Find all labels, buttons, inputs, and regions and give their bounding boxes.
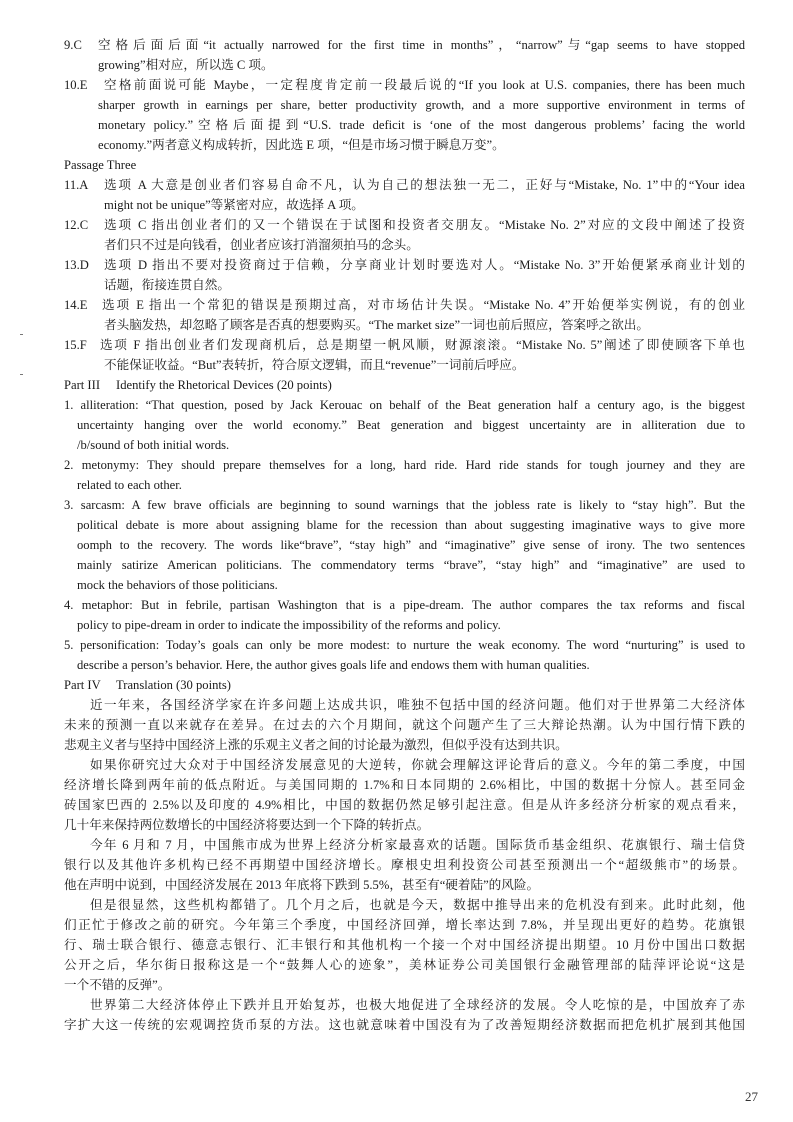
answer-text-line: 者们只不过是向钱看，创业者应该打消溜须拍马的念头。 bbox=[104, 238, 419, 252]
answer-label: 11.A bbox=[64, 178, 89, 192]
rhetoric-text-line: describe a person’s behavior. Here, the author gives goals life and endows them with human qualities. bbox=[77, 658, 590, 672]
rhetoric-text-line: oomph to the recovery. The words like“brave”, “stay high” and “imaginative” give sense of irony. The two sentences bbox=[77, 538, 745, 552]
translation-line: 如果你研究过大众对于中国经济发展意见的大逆转，你就会理解这评论背后的意义。今年的第二季度，中国 bbox=[90, 758, 745, 772]
translation-line: 字扩大这一传统的宏观调控货币泵的方法。这也就意味着中国没有为了改善短期经济数据而把危机扩展到其他国 bbox=[64, 1018, 745, 1032]
scan-speck bbox=[20, 374, 23, 375]
rhetoric-text-line: /b/sound of both initial words. bbox=[77, 438, 230, 452]
translation-line: 银行以及其他许多机构已经不再期望中国经济增长。摩根史坦利投资公司甚至预测出一个“超级熊市”的场景。 bbox=[64, 858, 745, 872]
translation-line: 他在声明中说到，中国经济发展在 2013 年底将下跌到 5.5%，甚至有“硬着陆”的风险。 bbox=[64, 878, 540, 892]
answer-text-line: 选项 D 指出不要对投资商过于信赖，分享商业计划时要选对人。“Mistake No. 3”开始便紧承商业计划的 bbox=[104, 258, 745, 272]
rhetoric-text-line: uncertainty hanging over the world economy.” Beat generation and biggest uncertainty are in alliteration due to bbox=[77, 418, 745, 432]
answer-text-line: might not be unique”等紧密对应，故选择 A 项。 bbox=[104, 198, 364, 212]
answer-text-line: 不能保证收益。“But”表转折，符合原文逻辑，而且“revenue”一词前后呼应。 bbox=[104, 358, 525, 372]
rhetoric-text-line: 2. metonymy: They should prepare themselves for a long, hard ride. Hard ride stands for tough journey and they are bbox=[64, 458, 745, 472]
rhetoric-text-line: 4. metaphor: But in febrile, partisan Washington that is a pipe-dream. The author compares the tax reforms and fiscal bbox=[64, 598, 745, 612]
answer-label: 14.E bbox=[64, 298, 88, 312]
translation-line: 经济增长降到两年前的低点附近。与美国同期的 1.7%和日本同期的 2.6%相比，中国的数据十分惊人。甚至同金 bbox=[64, 778, 745, 792]
scan-speck bbox=[20, 334, 23, 335]
translation-line: 一个不错的反弹”。 bbox=[64, 978, 171, 992]
translation-line: 世界第二大经济体停止下跌并且开始复苏，也极大地促进了全球经济的发展。令人吃惊的是，中国放弃了赤 bbox=[90, 998, 745, 1012]
rhetoric-text-line: policy to pipe-dream in order to indicate the impossibility of the reforms and policy. bbox=[77, 618, 501, 632]
translation-line: 行、瑞士联合银行、德意志银行、汇丰银行和其他机构一个接一个对中国经济提出期望。10 月份中国出口数据 bbox=[64, 938, 745, 952]
part4-label: Part IV bbox=[64, 678, 101, 692]
page-number: 27 bbox=[745, 1089, 758, 1104]
rhetoric-text-line: 1. alliteration: “That question, posed by Jack Kerouac on behalf of the Beat generation half a century ago, is the biggest bbox=[64, 398, 745, 412]
answer-label: 9.C bbox=[64, 38, 82, 52]
answer-label: 12.C bbox=[64, 218, 89, 232]
answer-text-line: sharper growth in earnings per share, better productivity growth, and a more supportive environment in terms of bbox=[98, 98, 745, 112]
answer-text-line: 选项 C 指出创业者们的又一个错误在于试图和投资者交朋友。“Mistake No. 2”对应的文段中阐述了投资 bbox=[104, 218, 745, 232]
translation-line: 未来的预测一直以来就存在差异。在过去的六个月期间，就这个问题产生了三大辩论热潮。认为中国行情下跌的 bbox=[64, 718, 745, 732]
answer-text-line: 选项 F 指出创业者们发现商机后，总是期望一帆风顺，财源滚滚。“Mistake No. 5”阐述了即使顾客下单也 bbox=[100, 338, 745, 352]
answer-text-line: 空格后面后面“it actually narrowed for the first time in months”，“narrow”与“gap seems to have stopped bbox=[98, 38, 745, 52]
answer-text-line: 选项 A 大意是创业者们容易自命不凡，认为自己的想法独一无二，正好与“Mistake, No. 1”中的“Your idea bbox=[104, 178, 745, 192]
answer-text-line: monetary policy.”空格后面提到“U.S. trade deficit is ‘one of the most dangerous problems’ facing the world bbox=[98, 118, 745, 132]
answer-text-line: 者头脑发热，却忽略了顾客是否真的想要购买。“The market size”一词也前后照应，答案呼之欲出。 bbox=[104, 318, 649, 332]
translation-line: 悲观主义者与坚持中国经济上涨的乐观主义者之间的讨论最为激烈，但似乎没有达到共识。 bbox=[64, 738, 568, 752]
answer-text-line: 选项 E 指出一个常犯的错误是预期过高，对市场估计失误。“Mistake No. 4”开始便举实例说，有的创业 bbox=[102, 298, 745, 312]
answer-label: 10.E bbox=[64, 78, 88, 92]
rhetoric-text-line: related to each other. bbox=[77, 478, 182, 492]
translation-line: 今年 6 月和 7 月，中国熊市成为世界上经济分析家最喜欢的话题。国际货币基金组织、花旗银行、瑞士信贷 bbox=[90, 838, 745, 852]
translation-line: 们正忙于修改之前的研究。今年第三个季度，中国经济回弹，增长率达到 7.8%，并呈现出更好的趋势。花旗银 bbox=[64, 918, 745, 932]
part3-title: Identify the Rhetorical Devices (20 points) bbox=[116, 378, 332, 392]
answer-text-line: 空格前面说可能 Maybe，一定程度肯定前一段最后说的“If you look at U.S. companies, there has been much bbox=[104, 78, 745, 92]
rhetoric-text-line: mainly satirize American politicians. The commendatory terms “brave”, “stay high” and “imaginative” are used to bbox=[77, 558, 745, 572]
answer-text-line: 话题，衔接连贯自然。 bbox=[104, 278, 230, 292]
translation-line: 几十年来保持两位数增长的中国经济将要达到一个下降的转折点。 bbox=[64, 818, 430, 832]
rhetoric-text-line: 3. sarcasm: A few brave officials are beginning to sound warnings that the jobless rate is likely to “stay high”. But the bbox=[64, 498, 745, 512]
translation-line: 公开之后，华尔街日报称这是一个“鼓舞人心的迹象”，美林证券公司美国银行金融管理部的陆萍评论说“这是 bbox=[64, 958, 745, 972]
rhetoric-text-line: 5. personification: Today’s goals can only be more modest: to nurture the weak economy. The word “nurturing” is used to bbox=[64, 638, 745, 652]
rhetoric-text-line: mock the behaviors of those politicians. bbox=[77, 578, 278, 592]
passage-three-heading: Passage Three bbox=[64, 158, 137, 172]
translation-line: 近一年来，各国经济学家在许多问题上达成共识，唯独不包括中国的经济问题。他们对于世界第二大经济体 bbox=[90, 698, 745, 712]
translation-line: 但是很显然，这些机构都错了。几个月之后，也就是今天，数据中推导出来的危机没有到来。此时此刻，他 bbox=[90, 898, 745, 912]
answer-text-line: economy.”两者意义构成转折，因此选 E 项，“但是市场习惯于瞬息万变”。 bbox=[98, 138, 505, 152]
rhetoric-text-line: political debate is more about assigning blame for the recession than about suggesting imaginative ways to give more bbox=[77, 518, 745, 532]
answer-label: 15.F bbox=[64, 338, 87, 352]
answer-text-line: growing”相对应，所以选 C 项。 bbox=[98, 58, 274, 72]
part3-label: Part III bbox=[64, 378, 101, 392]
part4-title: Translation (30 points) bbox=[116, 678, 231, 692]
translation-line: 砖国家巴西的 2.5%以及印度的 4.9%相比，中国的数据仍然足够引起注意。但是从许多经济分析家的观点看来， bbox=[64, 798, 745, 812]
answer-label: 13.D bbox=[64, 258, 89, 272]
